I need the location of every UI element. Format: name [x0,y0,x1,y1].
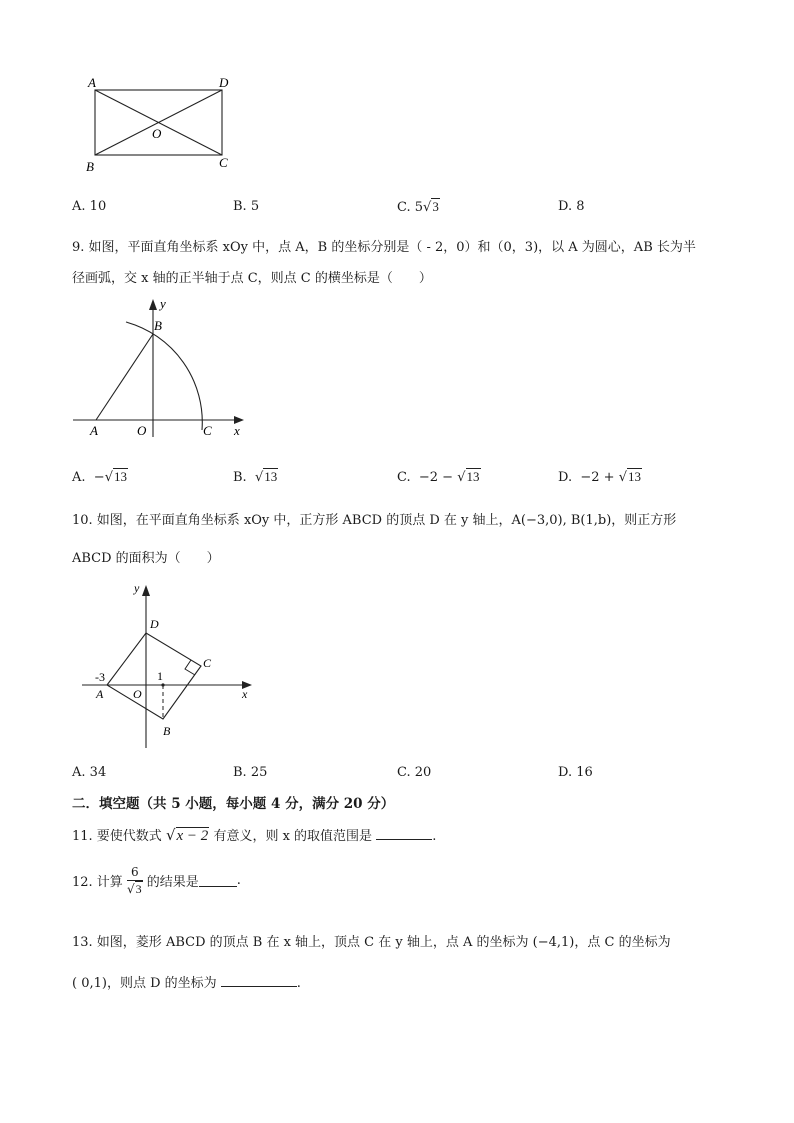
q8-option-d[interactable]: D. 8 [558,199,585,214]
q11-stem: 11. 要使代数式 √x − 2 有意义，则 x 的取值范围是 . [72,826,437,844]
label-neg3: -3 [95,670,105,684]
q9-option-b[interactable]: B. √13 [233,469,278,485]
label-b: B [86,159,94,174]
label-c: C [219,155,228,170]
q10-option-a[interactable]: A. 34 [72,765,107,780]
q10-stem-line1: 10. 如图，在平面直角坐标系 xOy 中，正方形 ABCD 的顶点 D 在 y 轴上，A(−3,0), B(1,b)，则正方形 [72,513,677,528]
section-title-fill-in: 二．填空题（共 5 小题，每小题 4 分，满分 20 分） [72,796,395,812]
arc-bc [126,322,202,430]
label-o: O [133,687,142,701]
y-axis-arrow-icon [149,299,157,310]
q10-stem-line2: ABCD 的面积为（ ） [72,551,220,566]
q9-stem-line2: 径画弧，交 x 轴的正半轴于点 C，则点 C 的横坐标是（ ） [72,271,432,286]
label-o: O [137,423,147,438]
label-a: A [90,423,98,438]
label-x: x [242,687,248,701]
q12-stem: 12. 计算 $\frac{6}{√3}$ 的结果是 . [72,865,241,896]
label-b: B [154,318,162,333]
label-c: C [203,656,212,670]
q11-answer-blank[interactable] [376,827,432,840]
label-b: B [163,724,171,738]
q10-square-figure [78,578,258,753]
q13-answer-blank[interactable] [221,974,297,987]
q9-options [72,469,732,489]
label-y: y [160,296,166,311]
label-x: x [234,423,240,438]
label-one: 1 [157,669,163,683]
q8-rectangle-figure [80,72,240,180]
label-d: D [150,617,159,631]
right-angle-mark [185,660,195,675]
label-c: C [203,423,212,438]
q8-option-a[interactable]: A. 10 [72,199,107,214]
q10-option-b[interactable]: B. 25 [233,765,268,780]
q9-stem-line1: 9. 如图，平面直角坐标系 xOy 中，点 A，B 的坐标分别是（ - 2，0）和（0，3)，以 A 为圆心，AB 长为半 [72,240,696,255]
q8-option-b[interactable]: B. 5 [233,199,260,214]
q10-options [72,765,732,785]
label-a: A [96,687,104,701]
q13-stem-line2: ( 0,1)，则点 D 的坐标为 . [72,976,301,991]
label-a: A [88,75,96,90]
q8-option-c[interactable]: C. 5√3 [397,199,439,215]
q9-coordinate-figure [68,292,258,442]
q9-option-d[interactable]: D. −2 + √13 [558,469,641,485]
sqrt-expression: √3 [423,199,439,215]
q9-option-c[interactable]: C. −2 − √13 [397,469,480,485]
label-d: D [219,75,229,90]
segment-ab [96,334,153,420]
label-y: y [134,581,140,595]
q13-stem-line1: 13. 如图，菱形 ABCD 的顶点 B 在 x 轴上，顶点 C 在 y 轴上，点 A 的坐标为 (−4,1)，点 C 的坐标为 [72,935,671,950]
q9-option-a[interactable]: A. −√13 [72,469,127,485]
label-o: O [152,126,162,141]
q10-option-d[interactable]: D. 16 [558,765,593,780]
sqrt-expression: √x − 2 [165,826,209,844]
q12-answer-blank[interactable] [199,874,237,887]
point-1 [161,683,164,686]
q10-option-c[interactable]: C. 20 [397,765,432,780]
fraction-expression: $\frac{6}{√3}$ [126,865,142,896]
y-axis-arrow-icon [142,585,150,596]
q8-options [72,199,732,219]
square-abcd [107,633,201,719]
